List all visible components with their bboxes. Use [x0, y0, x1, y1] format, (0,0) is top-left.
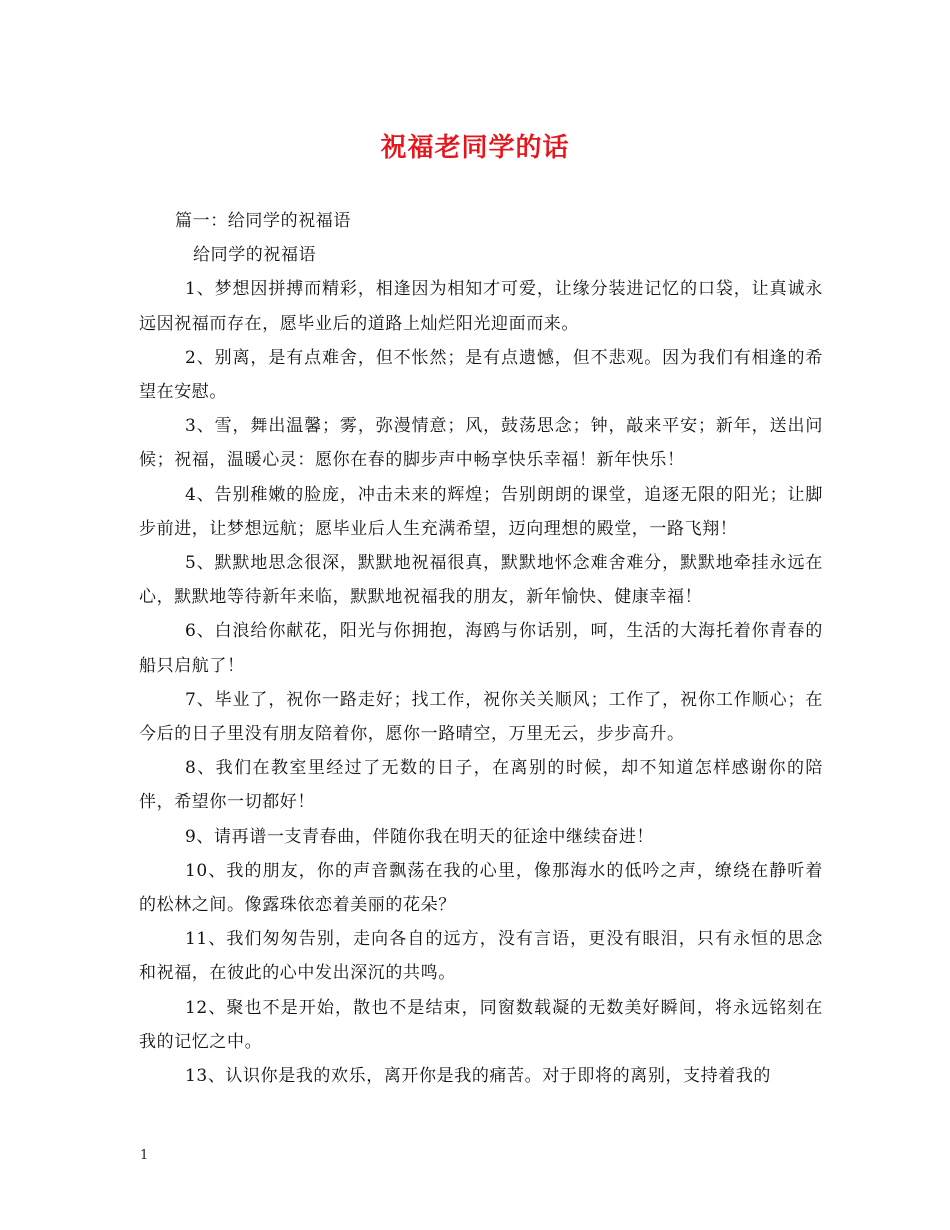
subheading: 给同学的祝福语: [193, 245, 317, 266]
paragraph-2: 2、别离，是有点难舍，但不怅然；是有点遗憾，但不悲观。因为我们有相逢的希望在安慰。: [139, 347, 823, 403]
paragraph-6: 6、白浪给你献花，阳光与你拥抱，海鸥与你话别，呵，生活的大海托着你青春的船只启航了！: [139, 621, 823, 676]
paragraph-3: 3、雪，舞出温馨；雾，弥漫情意；风，鼓荡思念；钟，敲来平安；新年，送出问候；祝福，温暖心灵：愿你在春的脚步声中畅享快乐幸福！新年快乐！: [139, 416, 823, 471]
paragraph-12: 12、聚也不是开始，散也不是结束，同窗数载凝的无数美好瞬间，将永远铭刻在我的记忆之中。: [139, 997, 823, 1052]
paragraph-13: 13、认识你是我的欢乐，离开你是我的痛苦。对于即将的离别，支持着我的: [185, 1066, 772, 1087]
paragraph-7: 7、毕业了，祝你一路走好；找工作，祝你关关顺风；工作了，祝你工作顺心；在今后的日子里没有朋友陪着你，愿你一路晴空，万里无云，步步高升。: [139, 689, 823, 745]
paragraph-4: 4、告别稚嫩的脸庞，冲击未来的辉煌；告别朗朗的课堂，追逐无限的阳光；让脚步前进，让梦想远航；愿毕业后人生充满希望，迈向理想的殿堂，一路飞翔！: [139, 484, 823, 539]
paragraph-5: 5、默默地思念很深，默默地祝福很真，默默地怀念难舍难分，默默地牵挂永远在心，默默地等待新年来临，默默地祝福我的朋友，新年愉快、健康幸福！: [139, 553, 823, 608]
page-number: 1: [140, 1148, 149, 1163]
paragraph-8: 8、我们在教室里经过了无数的日子，在离别的时候，却不知道怎样感谢你的陪伴，希望你一切都好！: [139, 758, 823, 813]
document-body: [139, 204, 823, 1093]
section-heading: 篇一：给同学的祝福语: [175, 211, 351, 231]
paragraph-10: 10、我的朋友，你的声音飘荡在我的心里，像那海水的低吟之声，缭绕在静听着的松林之间。像露珠依恋着美丽的花朵？: [139, 860, 823, 916]
paragraph-9: 9、请再谱一支青春曲，伴随你我在明天的征途中继续奋进！: [185, 826, 655, 847]
document-title: 祝福老同学的话: [380, 133, 570, 163]
paragraph-1: 1、梦想因拼搏而精彩，相逢因为相知才可爱，让缘分装进记忆的口袋，让真诚永远因祝福而存在，愿毕业后的道路上灿烂阳光迎面而来。: [139, 279, 823, 334]
paragraph-11: 11、我们匆匆告别，走向各自的远方，没有言语，更没有眼泪，只有永恒的思念和祝福，在彼此的心中发出深沉的共鸣。: [139, 929, 823, 984]
